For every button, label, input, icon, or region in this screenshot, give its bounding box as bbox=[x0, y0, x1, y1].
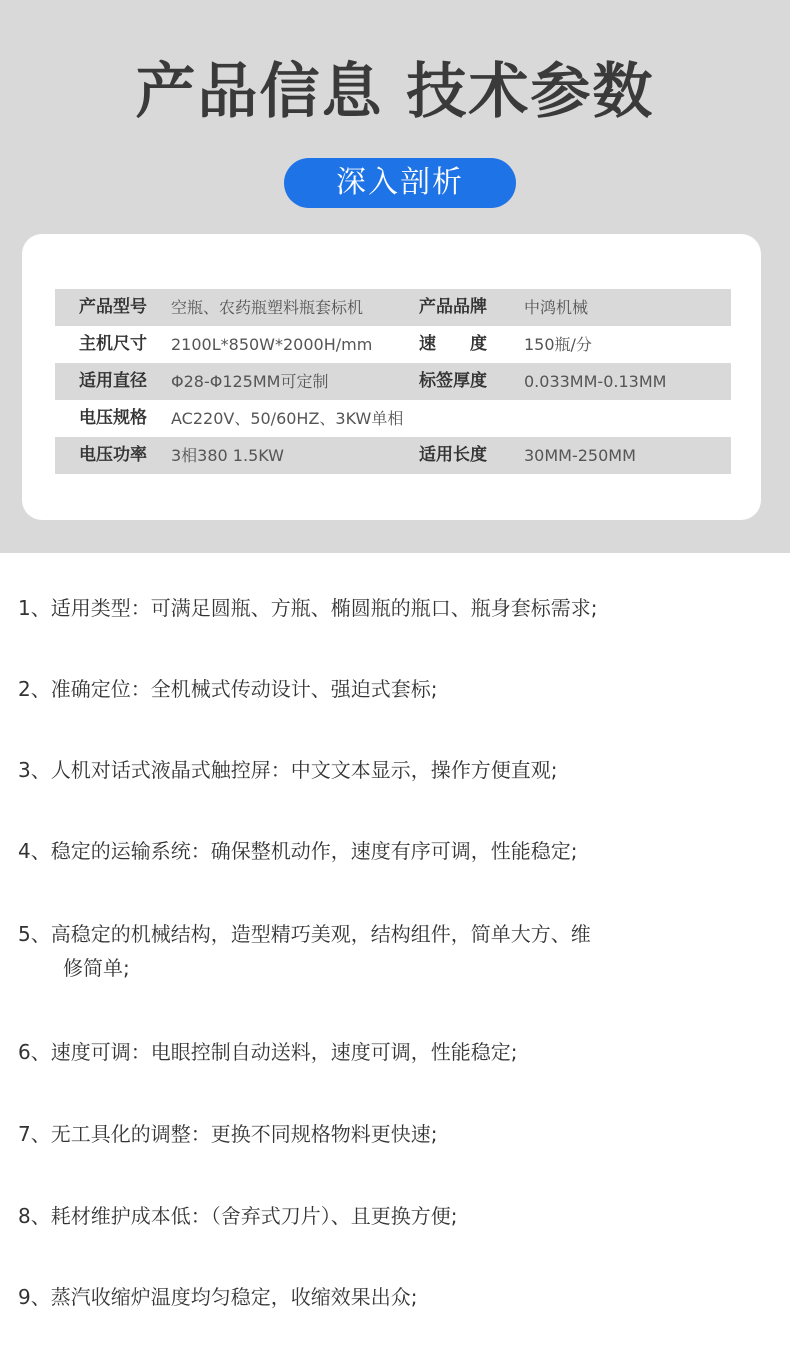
feature-text: 2、准确定位：全机械式传动设计、强迫式套标; bbox=[18, 677, 438, 701]
header-section bbox=[0, 0, 790, 553]
page-title: 产品信息 技术参数 bbox=[135, 57, 655, 127]
feature-item bbox=[18, 672, 758, 706]
feature-item bbox=[18, 834, 758, 868]
feature-item bbox=[18, 591, 758, 625]
spec-row bbox=[55, 437, 731, 474]
spec-label: 电压功率 bbox=[79, 445, 147, 465]
feature-item bbox=[18, 1117, 758, 1151]
spec-value: AC220V、50/60HZ、3KW单相 bbox=[171, 409, 404, 428]
spec-row bbox=[55, 326, 731, 363]
spec-label: 速 度 bbox=[419, 334, 487, 354]
feature-item bbox=[18, 1035, 758, 1069]
analysis-badge: 深入剖析 bbox=[284, 158, 516, 208]
spec-label: 适用直径 bbox=[79, 371, 147, 391]
spec-value: 3相380 1.5KW bbox=[171, 446, 284, 465]
feature-text: 5、高稳定的机械结构，造型精巧美观，结构组件，简单大方、维 bbox=[18, 922, 591, 946]
spec-label: 适用长度 bbox=[419, 445, 487, 465]
spec-value: Φ28-Φ125MM可定制 bbox=[171, 372, 329, 391]
spec-value: 2100L*850W*2000H/mm bbox=[171, 335, 373, 354]
feature-text: 7、无工具化的调整：更换不同规格物料更快速; bbox=[18, 1122, 438, 1146]
spec-row bbox=[55, 289, 731, 326]
spec-label: 标签厚度 bbox=[419, 371, 487, 391]
feature-text: 1、适用类型：可满足圆瓶、方瓶、椭圆瓶的瓶口、瓶身套标需求; bbox=[18, 596, 598, 620]
spec-row bbox=[55, 363, 731, 400]
spec-label: 电压规格 bbox=[79, 408, 147, 428]
spec-label: 产品型号 bbox=[79, 297, 147, 317]
feature-text: 6、速度可调：电眼控制自动送料，速度可调，性能稳定; bbox=[18, 1040, 518, 1064]
spec-card bbox=[22, 234, 761, 520]
feature-item bbox=[18, 1280, 758, 1314]
spec-value: 30MM-250MM bbox=[524, 446, 636, 465]
feature-text: 3、人机对话式液晶式触控屏：中文文本显示，操作方便直观; bbox=[18, 758, 558, 782]
feature-item bbox=[18, 917, 758, 985]
feature-item bbox=[18, 1199, 758, 1233]
spec-row bbox=[55, 400, 731, 437]
feature-item bbox=[18, 753, 758, 787]
spec-table bbox=[55, 289, 731, 474]
spec-value: 150瓶/分 bbox=[524, 335, 592, 354]
spec-value: 中鸿机械 bbox=[524, 298, 589, 317]
feature-text: 8、耗材维护成本低：（舍弃式刀片）、且更换方便; bbox=[18, 1204, 458, 1228]
spec-value: 0.033MM-0.13MM bbox=[524, 372, 667, 391]
feature-text: 4、稳定的运输系统：确保整机动作，速度有序可调，性能稳定; bbox=[18, 839, 578, 863]
feature-text: 9、蒸汽收缩炉温度均匀稳定，收缩效果出众; bbox=[18, 1285, 418, 1309]
spec-value: 空瓶、农药瓶塑料瓶套标机 bbox=[171, 298, 364, 317]
feature-text-continuation: 修简单; bbox=[63, 956, 130, 980]
spec-label: 产品品牌 bbox=[419, 297, 487, 317]
spec-label: 主机尺寸 bbox=[79, 334, 147, 354]
